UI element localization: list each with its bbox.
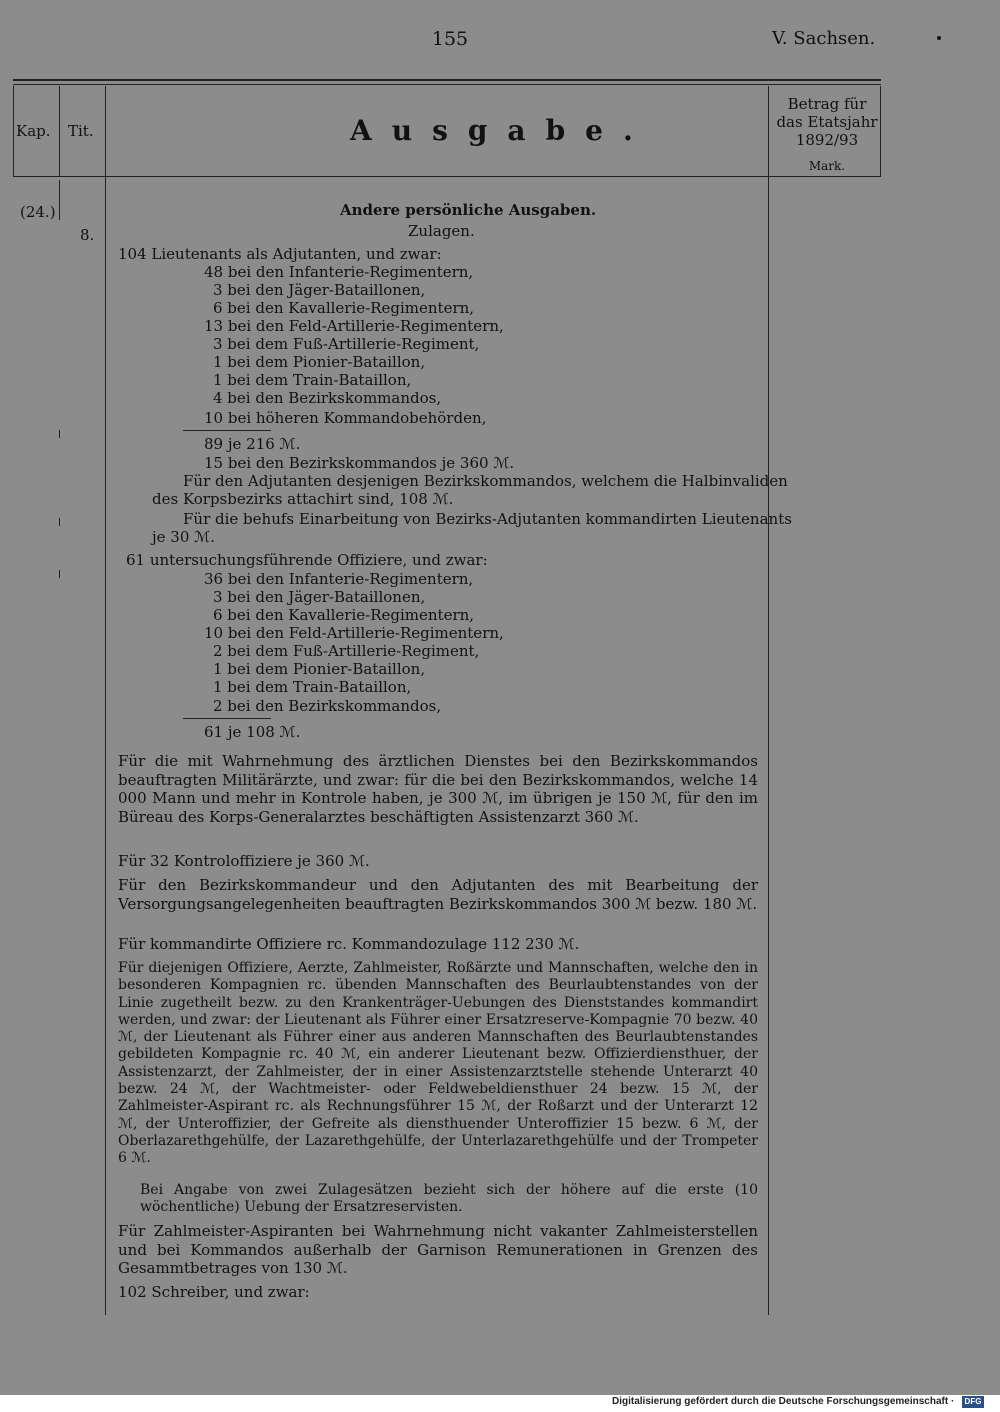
column-header-mark: Mark.	[808, 159, 846, 173]
section-title: Andere persönliche Ausgaben.	[340, 201, 597, 219]
column-header-tit: Tit.	[68, 122, 94, 140]
untersuchung-sum: 61 je 108 ℳ.	[204, 723, 301, 741]
list-item: 3 bei dem Fuß-Artillerie-Regiment,	[213, 335, 480, 353]
betrag-line: Betrag für	[787, 95, 867, 113]
adjutant-line: Für den Adjutanten desjenigen Bezirkskommandos, welchem die Halbinvaliden	[183, 472, 788, 490]
betrag-line: 1892/93	[795, 131, 859, 149]
paragraph-zahlmeister: Für Zahlmeister-Aspiranten bei Wahrnehmung nicht vakanter Zahlmeisterstellen und bei Kommandos außerhalb der Garnison Remunerationen in Grenzen des Gesammtbetrages von 130 ℳ.	[118, 1222, 758, 1277]
list-item: 10 bei den Feld-Artillerie-Regimentern,	[204, 624, 504, 642]
list-item: 2 bei den Bezirkskommandos,	[213, 697, 442, 715]
lieutenants-sum: 89 je 216 ℳ.	[204, 435, 301, 453]
table-top-rule-thin	[13, 84, 881, 85]
list-item: 1 bei dem Train-Bataillon,	[213, 371, 412, 389]
table-right-border	[880, 86, 881, 176]
list-item: 6 bei den Kavallerie-Regimentern,	[213, 606, 475, 624]
paragraph-schreiber: 102 Schreiber, und zwar:	[118, 1283, 310, 1301]
list-item: 2 bei dem Fuß-Artillerie-Regiment,	[213, 642, 480, 660]
list-item: 48 bei den Infanterie-Regimentern,	[204, 263, 474, 281]
paragraph-kommandozulage: Für kommandirte Offiziere rc. Kommandozulage 112 230 ℳ.	[118, 935, 580, 953]
list-item: 3 bei den Jäger-Bataillonen,	[213, 281, 426, 299]
kap-value: (24.)	[20, 203, 56, 221]
footer-credit: Digitalisierung gefördert durch die Deutsche Forschungsgemeinschaft ·	[612, 1396, 955, 1407]
kap-column-tick	[59, 518, 60, 526]
page-number: 155	[431, 28, 469, 50]
table-top-rule	[13, 79, 881, 81]
sum-rule	[183, 718, 271, 719]
lieutenants-intro: 104 Lieutenants als Adjutanten, und zwar:	[118, 245, 442, 263]
margin-dot	[937, 36, 941, 40]
paragraph-militaeraerzte: Für die mit Wahrnehmung des ärztlichen Dienstes bei den Bezirkskommandos beauftragten Militärärzte, und zwar: für die bei den Bezirkskommandos, welche 14 000 Mann und mehr in Kontrole haben, je 300 ℳ, im übrigen je 150 ℳ, für den im Büreau des Korps-Generalarztes beschäftigten Assistenzarzt 360 ℳ.	[118, 752, 758, 826]
kap-column-tick	[59, 430, 60, 438]
paragraph-bezirkskommandeur: Für den Bezirkskommandeur und den Adjutanten des mit Bearbeitung der Versorgungsangelegenheiten beauftragten Bezirkskommandos 300 ℳ bezw. 180 ℳ.	[118, 876, 758, 913]
lieutenants-bezirk: 15 bei den Bezirkskommandos je 360 ℳ.	[204, 454, 515, 472]
subsection-title: Zulagen.	[408, 222, 475, 240]
kap-column-tick	[59, 570, 60, 578]
kap-column-line	[59, 180, 60, 220]
paragraph-mannschaften: Für diejenigen Offiziere, Aerzte, Zahlmeister, Roßärzte und Mannschaften, welche den in besonderen Kompagnien rc. übenden Mannschaften des Beurlaubtenstandes von der Linie zugetheilt bezw. zu den Krankenträger-Uebungen des Dienststandes kommandirt werden, und zwar: der Lieutenant als Führer einer Ersatzreserve-Kompagnie 70 bezw. 40 ℳ, der Lieutenant als Führer einer aus anderen Mannschaften des Beurlaubtenstandes gebildeten Kompagnie rc. 40 ℳ, ein anderer Lieutenant bezw. Offizierdiensthuer, der Assistenzarzt, der Zahlmeister, der in einer Assistenzarztstelle stehende Unterarzt 40 bezw. 24 ℳ, der Wachtmeister- oder Feldwebeldiensthuer 24 bezw. 15 ℳ, der Zahlmeister-Aspirant rc. als Rechnungsführer 15 ℳ, der Roßarzt und der Unterarzt 12 ℳ, der Unteroffizier, der Gefreite als diensthuender Unteroffizier 15 bezw. 6 ℳ, der Oberlazarethgehülfe, der Lazarethgehülfe, der Unterlazarethgehülfe und der Trompeter 6 ℳ.	[118, 960, 758, 1167]
list-item: 4 bei den Bezirkskommandos,	[213, 389, 442, 407]
table-header-rule	[13, 176, 881, 177]
paragraph-zulagesaetze: Bei Angabe von zwei Zulagesätzen bezieht sich der höhere auf die erste (10 wöchentliche) Uebung der Ersatzreservisten.	[140, 1182, 758, 1216]
list-item: 1 bei dem Pionier-Bataillon,	[213, 353, 426, 371]
column-divider-betrag	[768, 86, 769, 1315]
state-heading: V. Sachsen.	[772, 28, 876, 49]
list-item: 6 bei den Kavallerie-Regimentern,	[213, 299, 475, 317]
untersuchung-intro: 61 untersuchungsführende Offiziere, und zwar:	[126, 551, 488, 569]
adjutant-line: des Korpsbezirks attachirt sind, 108 ℳ.	[152, 490, 454, 508]
dfg-logo: DFG	[962, 1396, 984, 1408]
table-left-border	[13, 86, 14, 176]
betrag-line: das Etatsjahr	[776, 113, 878, 131]
list-item: 3 bei den Jäger-Bataillonen,	[213, 588, 426, 606]
list-item: 1 bei dem Train-Bataillon,	[213, 678, 412, 696]
column-header-ausgabe: Ausgabe.	[350, 114, 653, 147]
column-divider-kap	[59, 86, 60, 176]
column-header-kap: Kap.	[16, 122, 51, 140]
list-item: 36 bei den Infanterie-Regimentern,	[204, 570, 474, 588]
paragraph-kontroloffiziere: Für 32 Kontroloffiziere je 360 ℳ.	[118, 852, 370, 870]
list-item: 1 bei dem Pionier-Bataillon,	[213, 660, 426, 678]
einarbeitung-line: Für die behufs Einarbeitung von Bezirks-Adjutanten kommandirten Lieutenants	[183, 510, 792, 528]
column-header-betrag	[772, 95, 882, 149]
column-divider-tit	[105, 86, 106, 1315]
tit-value: 8.	[80, 226, 95, 244]
list-item: 13 bei den Feld-Artillerie-Regimentern,	[204, 317, 504, 335]
einarbeitung-line: je 30 ℳ.	[152, 528, 215, 546]
list-item: 10 bei höheren Kommandobehörden,	[204, 409, 487, 427]
sum-rule	[183, 430, 271, 431]
